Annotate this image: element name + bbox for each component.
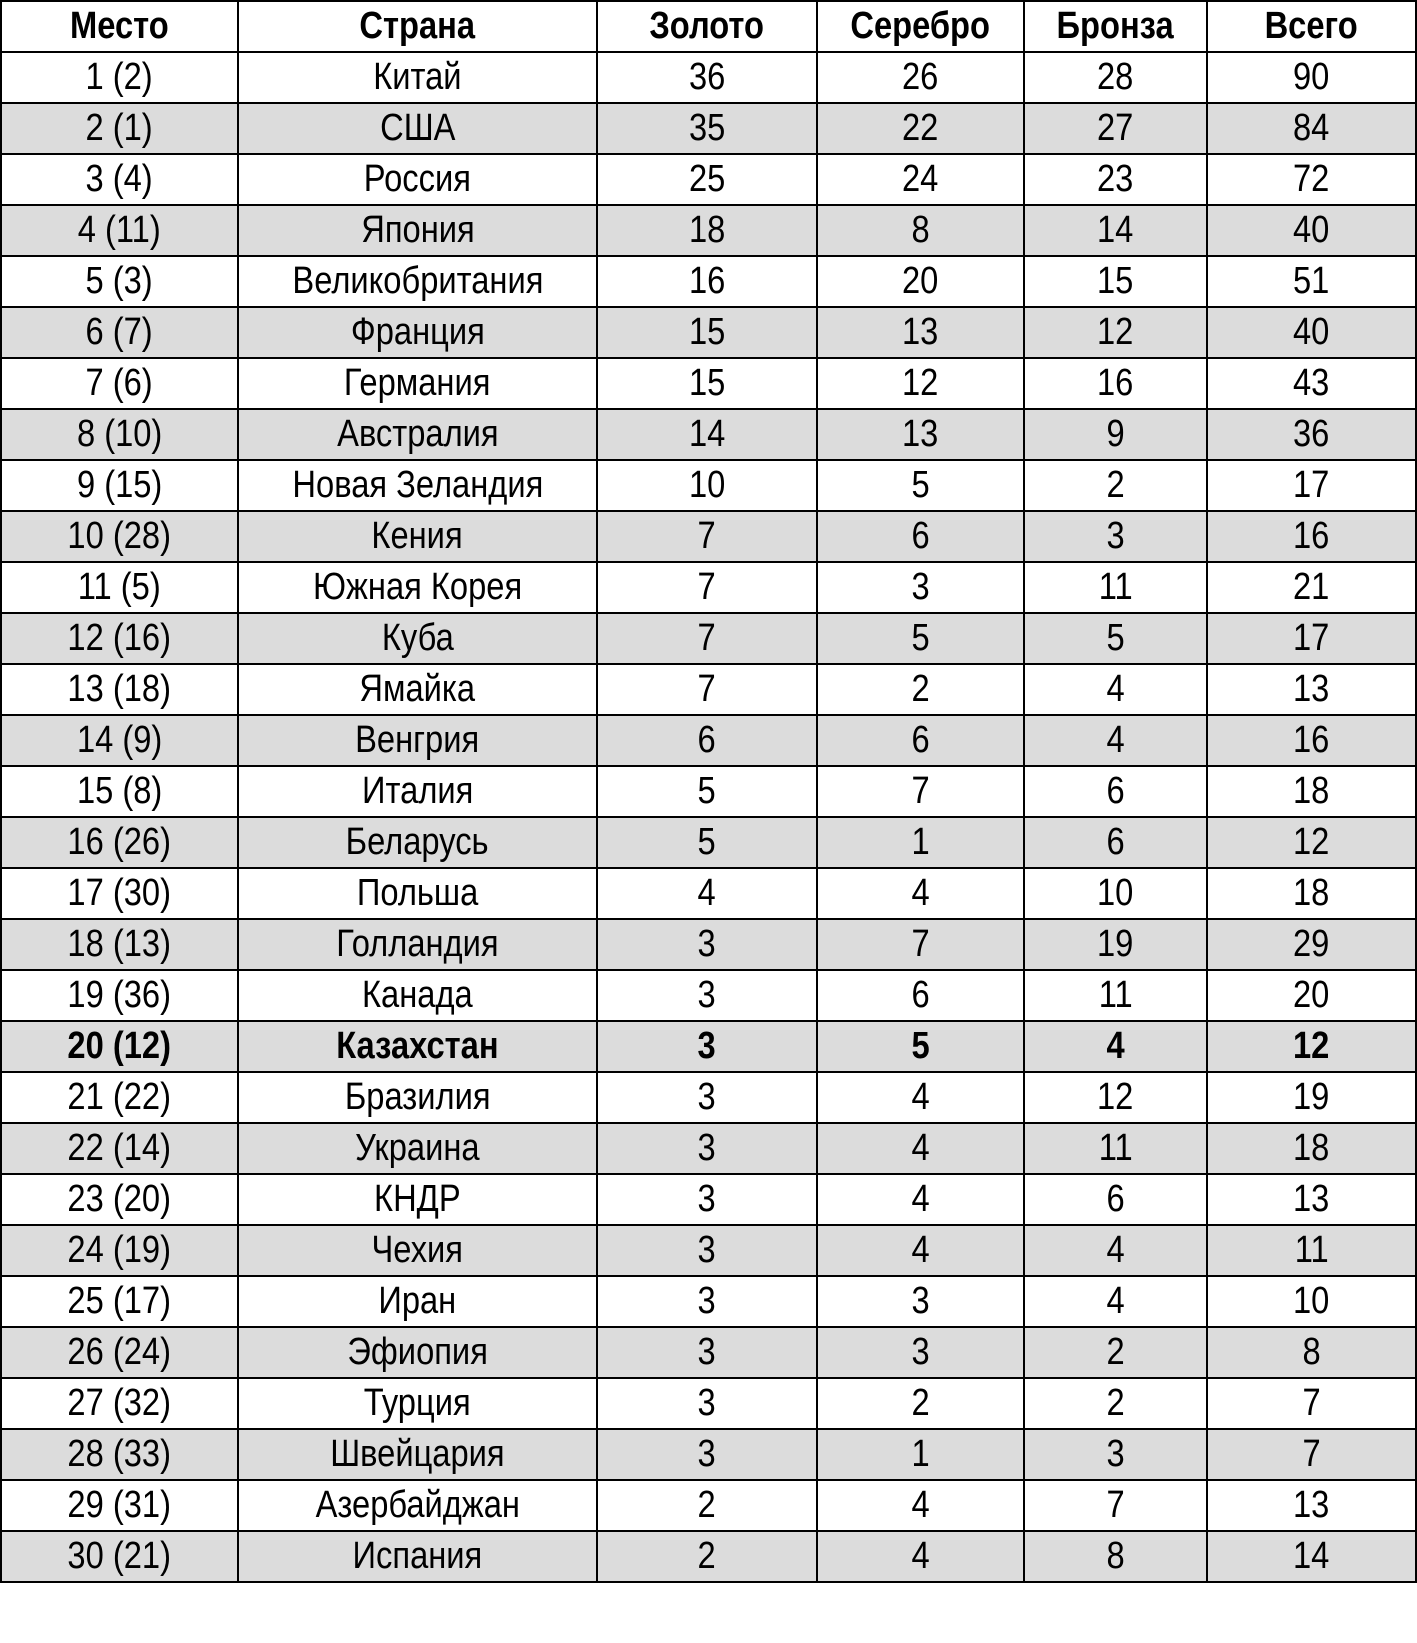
cell-total: 17	[1207, 613, 1416, 664]
cell-country: Куба	[238, 613, 597, 664]
cell-total: 16	[1207, 715, 1416, 766]
cell-gold: 25	[597, 154, 817, 205]
cell-total: 7	[1207, 1378, 1416, 1429]
table-row	[1, 1123, 1416, 1174]
cell-total: 13	[1207, 664, 1416, 715]
cell-total: 19	[1207, 1072, 1416, 1123]
table-row	[1, 970, 1416, 1021]
cell-silver: 1	[817, 1429, 1024, 1480]
header-gold: Золото	[597, 1, 817, 52]
cell-bronze: 4	[1024, 1021, 1207, 1072]
cell-total: 18	[1207, 1123, 1416, 1174]
cell-silver: 4	[817, 1174, 1024, 1225]
table-row	[1, 766, 1416, 817]
cell-bronze: 12	[1024, 307, 1207, 358]
cell-gold: 10	[597, 460, 817, 511]
header-bronze: Бронза	[1024, 1, 1207, 52]
cell-gold: 3	[597, 1429, 817, 1480]
cell-bronze: 3	[1024, 511, 1207, 562]
cell-total: 40	[1207, 307, 1416, 358]
cell-gold: 2	[597, 1480, 817, 1531]
cell-bronze: 2	[1024, 460, 1207, 511]
cell-bronze: 11	[1024, 970, 1207, 1021]
cell-place: 9 (15)	[1, 460, 238, 511]
cell-bronze: 2	[1024, 1378, 1207, 1429]
cell-place: 28 (33)	[1, 1429, 238, 1480]
cell-place: 18 (13)	[1, 919, 238, 970]
cell-bronze: 14	[1024, 205, 1207, 256]
cell-country: Иран	[238, 1276, 597, 1327]
cell-place: 12 (16)	[1, 613, 238, 664]
cell-country: Польша	[238, 868, 597, 919]
cell-place: 24 (19)	[1, 1225, 238, 1276]
cell-place: 16 (26)	[1, 817, 238, 868]
cell-silver: 3	[817, 1276, 1024, 1327]
cell-place: 4 (11)	[1, 205, 238, 256]
cell-country: Украина	[238, 1123, 597, 1174]
cell-bronze: 5	[1024, 613, 1207, 664]
cell-place: 27 (32)	[1, 1378, 238, 1429]
cell-total: 11	[1207, 1225, 1416, 1276]
cell-country: США	[238, 103, 597, 154]
cell-place: 13 (18)	[1, 664, 238, 715]
cell-silver: 4	[817, 1123, 1024, 1174]
cell-place: 21 (22)	[1, 1072, 238, 1123]
cell-gold: 6	[597, 715, 817, 766]
cell-bronze: 4	[1024, 715, 1207, 766]
cell-gold: 14	[597, 409, 817, 460]
cell-silver: 2	[817, 1378, 1024, 1429]
cell-place: 23 (20)	[1, 1174, 238, 1225]
cell-bronze: 16	[1024, 358, 1207, 409]
cell-gold: 5	[597, 766, 817, 817]
cell-silver: 5	[817, 1021, 1024, 1072]
table-row	[1, 511, 1416, 562]
cell-bronze: 4	[1024, 1276, 1207, 1327]
cell-gold: 3	[597, 1378, 817, 1429]
cell-bronze: 10	[1024, 868, 1207, 919]
cell-silver: 4	[817, 868, 1024, 919]
cell-place: 30 (21)	[1, 1531, 238, 1582]
cell-country: Кения	[238, 511, 597, 562]
cell-total: 12	[1207, 817, 1416, 868]
cell-silver: 5	[817, 460, 1024, 511]
cell-country: КНДР	[238, 1174, 597, 1225]
cell-country: Япония	[238, 205, 597, 256]
cell-total: 43	[1207, 358, 1416, 409]
cell-gold: 35	[597, 103, 817, 154]
cell-gold: 2	[597, 1531, 817, 1582]
cell-silver: 13	[817, 307, 1024, 358]
cell-gold: 16	[597, 256, 817, 307]
cell-silver: 22	[817, 103, 1024, 154]
table-row	[1, 1327, 1416, 1378]
cell-bronze: 28	[1024, 52, 1207, 103]
cell-bronze: 23	[1024, 154, 1207, 205]
table-row	[1, 1174, 1416, 1225]
cell-silver: 24	[817, 154, 1024, 205]
cell-bronze: 9	[1024, 409, 1207, 460]
cell-bronze: 6	[1024, 817, 1207, 868]
cell-place: 29 (31)	[1, 1480, 238, 1531]
cell-country: Великобритания	[238, 256, 597, 307]
table-row	[1, 205, 1416, 256]
table-row	[1, 664, 1416, 715]
cell-gold: 7	[597, 511, 817, 562]
cell-place: 11 (5)	[1, 562, 238, 613]
cell-silver: 20	[817, 256, 1024, 307]
cell-silver: 1	[817, 817, 1024, 868]
cell-gold: 18	[597, 205, 817, 256]
cell-total: 90	[1207, 52, 1416, 103]
cell-place: 19 (36)	[1, 970, 238, 1021]
cell-bronze: 12	[1024, 1072, 1207, 1123]
table-row	[1, 1480, 1416, 1531]
header-silver: Серебро	[817, 1, 1024, 52]
cell-silver: 5	[817, 613, 1024, 664]
table-row	[1, 1429, 1416, 1480]
cell-country: Швейцария	[238, 1429, 597, 1480]
cell-silver: 6	[817, 970, 1024, 1021]
cell-silver: 3	[817, 1327, 1024, 1378]
cell-total: 13	[1207, 1174, 1416, 1225]
cell-silver: 26	[817, 52, 1024, 103]
cell-place: 2 (1)	[1, 103, 238, 154]
header-total: Всего	[1207, 1, 1416, 52]
table-row	[1, 562, 1416, 613]
cell-country: Беларусь	[238, 817, 597, 868]
cell-total: 40	[1207, 205, 1416, 256]
table-row	[1, 868, 1416, 919]
cell-total: 72	[1207, 154, 1416, 205]
cell-bronze: 2	[1024, 1327, 1207, 1378]
table-row	[1, 460, 1416, 511]
cell-country: Канада	[238, 970, 597, 1021]
cell-country: Франция	[238, 307, 597, 358]
table-row	[1, 103, 1416, 154]
cell-country: Эфиопия	[238, 1327, 597, 1378]
cell-country: Россия	[238, 154, 597, 205]
cell-bronze: 4	[1024, 1225, 1207, 1276]
cell-gold: 3	[597, 919, 817, 970]
cell-country: Южная Корея	[238, 562, 597, 613]
cell-total: 14	[1207, 1531, 1416, 1582]
cell-country: Испания	[238, 1531, 597, 1582]
cell-silver: 6	[817, 715, 1024, 766]
cell-silver: 4	[817, 1480, 1024, 1531]
cell-bronze: 6	[1024, 766, 1207, 817]
cell-gold: 7	[597, 562, 817, 613]
cell-country: Германия	[238, 358, 597, 409]
table-row	[1, 52, 1416, 103]
table-row	[1, 817, 1416, 868]
cell-total: 17	[1207, 460, 1416, 511]
header-country: Страна	[238, 1, 597, 52]
cell-silver: 2	[817, 664, 1024, 715]
table-row	[1, 715, 1416, 766]
cell-silver: 4	[817, 1072, 1024, 1123]
cell-total: 12	[1207, 1021, 1416, 1072]
cell-place: 22 (14)	[1, 1123, 238, 1174]
cell-place: 25 (17)	[1, 1276, 238, 1327]
table-row	[1, 613, 1416, 664]
cell-country: Голландия	[238, 919, 597, 970]
cell-total: 16	[1207, 511, 1416, 562]
table-row	[1, 919, 1416, 970]
table-row	[1, 1021, 1416, 1072]
cell-gold: 4	[597, 868, 817, 919]
cell-silver: 8	[817, 205, 1024, 256]
table-body	[1, 52, 1416, 1582]
table-row	[1, 358, 1416, 409]
cell-gold: 5	[597, 817, 817, 868]
cell-bronze: 11	[1024, 562, 1207, 613]
cell-gold: 3	[597, 1021, 817, 1072]
cell-total: 18	[1207, 766, 1416, 817]
cell-place: 26 (24)	[1, 1327, 238, 1378]
cell-gold: 36	[597, 52, 817, 103]
cell-bronze: 7	[1024, 1480, 1207, 1531]
cell-total: 8	[1207, 1327, 1416, 1378]
cell-gold: 3	[597, 1327, 817, 1378]
header-place: Место	[1, 1, 238, 52]
cell-place: 17 (30)	[1, 868, 238, 919]
cell-place: 10 (28)	[1, 511, 238, 562]
table-row	[1, 256, 1416, 307]
cell-place: 14 (9)	[1, 715, 238, 766]
table-row	[1, 1378, 1416, 1429]
cell-total: 21	[1207, 562, 1416, 613]
cell-bronze: 11	[1024, 1123, 1207, 1174]
cell-bronze: 8	[1024, 1531, 1207, 1582]
cell-place: 5 (3)	[1, 256, 238, 307]
cell-gold: 15	[597, 358, 817, 409]
cell-silver: 4	[817, 1531, 1024, 1582]
cell-total: 10	[1207, 1276, 1416, 1327]
cell-total: 51	[1207, 256, 1416, 307]
cell-country: Турция	[238, 1378, 597, 1429]
cell-country: Китай	[238, 52, 597, 103]
table-row	[1, 307, 1416, 358]
table-row	[1, 1225, 1416, 1276]
cell-silver: 6	[817, 511, 1024, 562]
cell-silver: 12	[817, 358, 1024, 409]
cell-place: 20 (12)	[1, 1021, 238, 1072]
cell-place: 3 (4)	[1, 154, 238, 205]
cell-bronze: 19	[1024, 919, 1207, 970]
cell-country: Италия	[238, 766, 597, 817]
header-row	[1, 1, 1416, 52]
cell-country: Ямайка	[238, 664, 597, 715]
table-row	[1, 154, 1416, 205]
cell-silver: 7	[817, 766, 1024, 817]
cell-silver: 3	[817, 562, 1024, 613]
cell-country: Новая Зеландия	[238, 460, 597, 511]
table-row	[1, 1276, 1416, 1327]
cell-place: 1 (2)	[1, 52, 238, 103]
cell-silver: 13	[817, 409, 1024, 460]
cell-bronze: 4	[1024, 664, 1207, 715]
table-row	[1, 409, 1416, 460]
cell-place: 8 (10)	[1, 409, 238, 460]
table-row	[1, 1531, 1416, 1582]
cell-place: 7 (6)	[1, 358, 238, 409]
cell-total: 29	[1207, 919, 1416, 970]
cell-gold: 7	[597, 613, 817, 664]
cell-country: Казахстан	[238, 1021, 597, 1072]
table-row	[1, 1072, 1416, 1123]
cell-bronze: 3	[1024, 1429, 1207, 1480]
cell-silver: 4	[817, 1225, 1024, 1276]
cell-bronze: 15	[1024, 256, 1207, 307]
cell-gold: 7	[597, 664, 817, 715]
cell-total: 20	[1207, 970, 1416, 1021]
cell-silver: 7	[817, 919, 1024, 970]
cell-gold: 3	[597, 1276, 817, 1327]
cell-place: 15 (8)	[1, 766, 238, 817]
cell-country: Бразилия	[238, 1072, 597, 1123]
cell-total: 18	[1207, 868, 1416, 919]
cell-country: Азербайджан	[238, 1480, 597, 1531]
cell-country: Венгрия	[238, 715, 597, 766]
cell-gold: 3	[597, 1072, 817, 1123]
cell-gold: 3	[597, 970, 817, 1021]
cell-country: Чехия	[238, 1225, 597, 1276]
cell-place: 6 (7)	[1, 307, 238, 358]
cell-gold: 3	[597, 1225, 817, 1276]
cell-total: 36	[1207, 409, 1416, 460]
cell-bronze: 27	[1024, 103, 1207, 154]
cell-gold: 15	[597, 307, 817, 358]
cell-country: Австралия	[238, 409, 597, 460]
cell-total: 84	[1207, 103, 1416, 154]
cell-gold: 3	[597, 1174, 817, 1225]
cell-bronze: 6	[1024, 1174, 1207, 1225]
cell-total: 13	[1207, 1480, 1416, 1531]
cell-gold: 3	[597, 1123, 817, 1174]
cell-total: 7	[1207, 1429, 1416, 1480]
